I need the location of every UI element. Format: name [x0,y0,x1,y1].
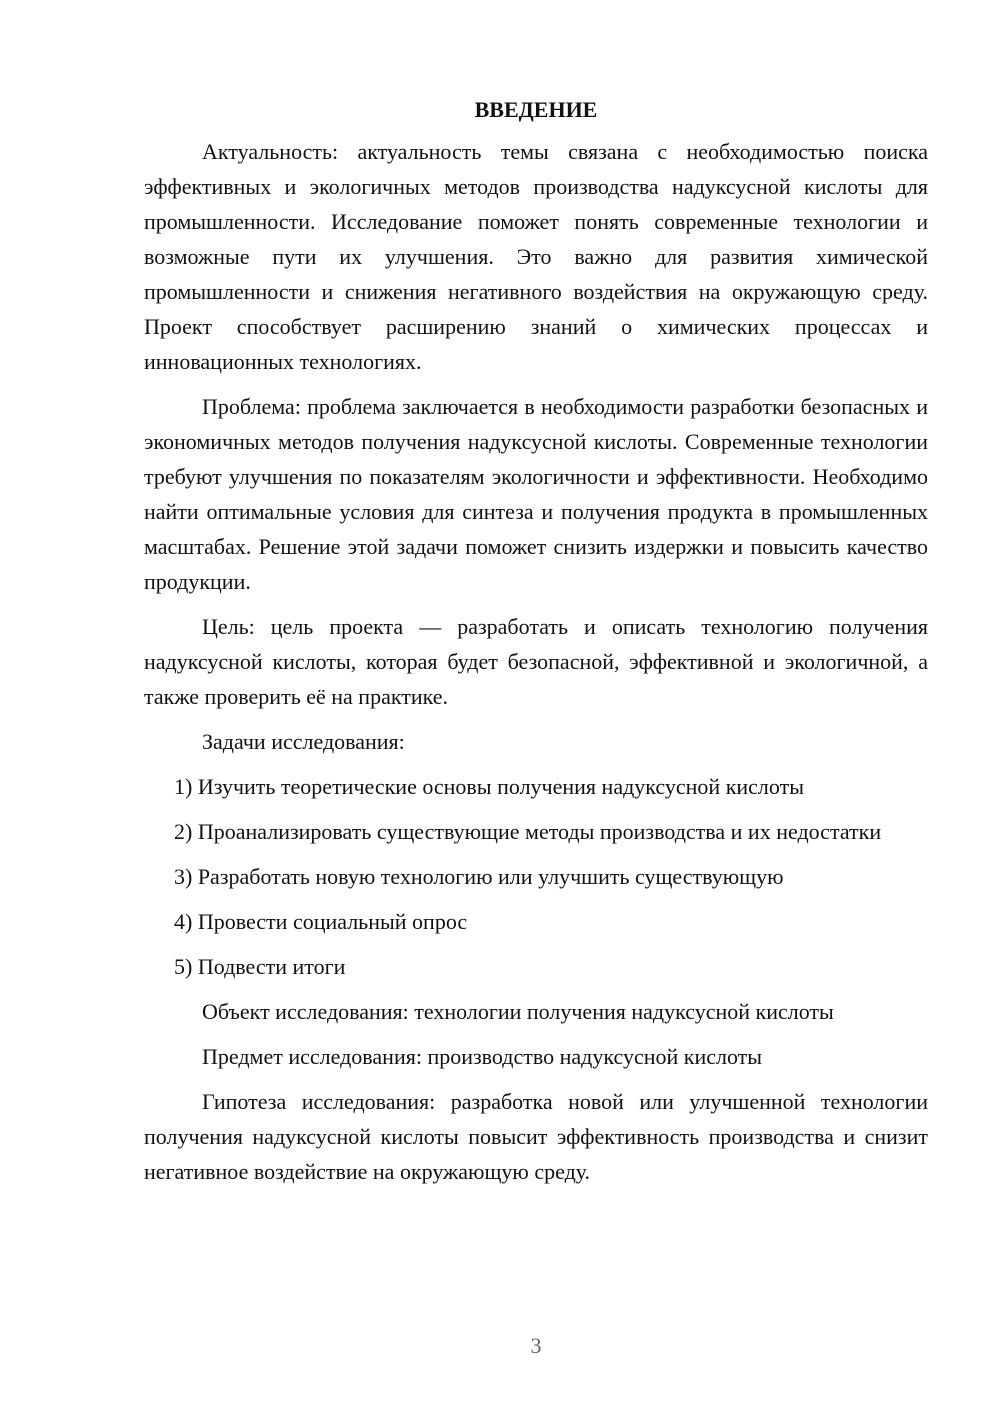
page-number: 3 [530,1333,542,1358]
problem-paragraph: Проблема: проблема заключается в необходимости разработки безопасных и экономичных методов получения надуксусной кислоты. Современные технологии требуют улучшения по показателям экологичности и эффективности. Необходимо найти оптимальные условия для синтеза и получения продукта в промышленных масштабах. Решение этой задачи поможет снизить издержки и повысить качество продукции. [144,394,928,594]
task-item: 2) Проанализировать существующие методы производства и их недостатки [174,819,882,844]
task-item: 3) Разработать новую технологию или улучшить существующую [174,864,784,889]
document-page [144,92,928,1199]
task-item: 1) Изучить теоретические основы получения надуксусной кислоты [174,774,805,799]
tasks-heading: Задачи исследования: [202,729,405,754]
goal-paragraph: Цель: цель проекта — разработать и описать технологию получения надуксусной кислоты, которая будет безопасной, эффективной и экологичной, а также проверить её на практике. [144,614,928,709]
research-object: Объект исследования: технологии получения надуксусной кислоты [202,999,834,1024]
research-hypothesis: Гипотеза исследования: разработка новой или улучшенной технологии получения надуксусной кислоты повысит эффективность производства и снизит негативное воздействие на окружающую среду. [144,1089,928,1184]
task-item: 5) Подвести итоги [174,954,346,979]
relevance-paragraph: Актуальность: актуальность темы связана с необходимостью поиска эффективных и экологичных методов производства надуксусной кислоты для промышленности. Исследование поможет понять современные технологии и возможные пути их улучшения. Это важно для развития химической промышленности и снижения негативного воздействия на окружающую среду. Проект способствует расширению знаний о химических процессах и инновационных технологиях. [144,139,928,374]
task-item: 4) Провести социальный опрос [174,909,468,934]
section-title: ВВЕДЕНИЕ [474,97,598,122]
research-subject: Предмет исследования: производство надуксусной кислоты [202,1044,763,1069]
